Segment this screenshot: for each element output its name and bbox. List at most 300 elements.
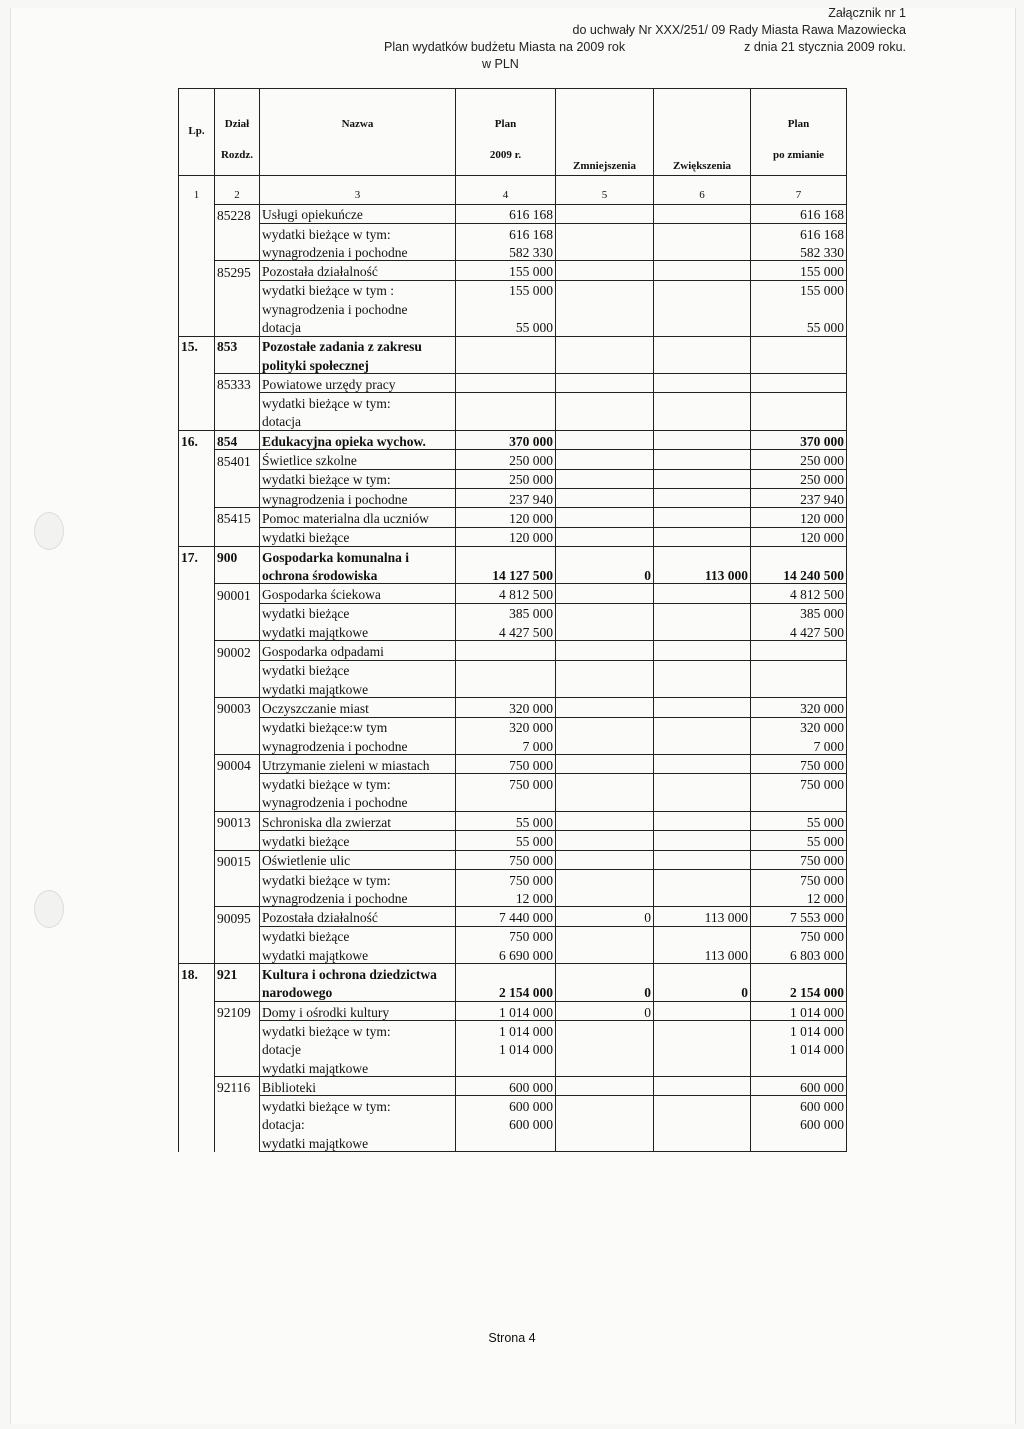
row-plan-cell: 120 000	[456, 508, 556, 527]
row-lp-cell	[179, 565, 215, 584]
row-zwiekszenia-cell	[654, 450, 751, 469]
row-lp-cell: 17.	[179, 546, 215, 565]
row-zwiekszenia-cell: 113 000	[654, 907, 751, 926]
row-lp-cell	[179, 983, 215, 1002]
row-name-cell: Domy i ośrodki kultury	[260, 1001, 456, 1020]
row-zwiekszenia-cell: 113 000	[654, 565, 751, 584]
header-plan-year: 2009 r.	[489, 149, 522, 162]
row-lp-cell	[179, 280, 215, 299]
row-plan-cell: 616 168	[456, 223, 556, 242]
row-name-cell: wydatki bieżące w tym:	[260, 223, 456, 242]
row-zmniejszenia-cell: 0	[556, 565, 654, 584]
row-code-cell	[215, 355, 260, 374]
row-lp-cell	[179, 412, 215, 431]
row-code-cell	[215, 622, 260, 641]
column-number-row	[179, 176, 847, 205]
row-code-cell	[215, 1058, 260, 1077]
row-lp-cell	[179, 755, 215, 774]
row-zwiekszenia-cell: 113 000	[654, 945, 751, 964]
row-plan-cell	[456, 1133, 556, 1152]
row-po-zmianie-cell: 385 000	[751, 603, 847, 622]
row-zmniejszenia-cell	[556, 831, 654, 850]
row-zmniejszenia-cell	[556, 204, 654, 223]
table-row	[179, 945, 847, 964]
row-po-zmianie-cell: 616 168	[751, 204, 847, 223]
row-lp-cell	[179, 603, 215, 622]
row-code-cell	[215, 603, 260, 622]
row-po-zmianie-cell	[751, 1058, 847, 1077]
row-zwiekszenia-cell	[654, 1040, 751, 1058]
table-row	[179, 812, 847, 831]
row-code-cell: 90003	[215, 698, 260, 717]
row-zmniejszenia-cell	[556, 488, 654, 507]
row-lp-cell	[179, 450, 215, 469]
row-zwiekszenia-cell	[654, 831, 751, 850]
row-po-zmianie-cell	[751, 679, 847, 698]
row-plan-cell	[456, 1058, 556, 1077]
row-zmniejszenia-cell	[556, 469, 654, 488]
header-zwiekszenia: Zwiększenia	[654, 89, 751, 176]
row-zmniejszenia-cell	[556, 1077, 654, 1096]
row-plan-cell	[456, 679, 556, 698]
row-code-cell: 90002	[215, 641, 260, 660]
row-name-cell: wydatki bieżące w tym:	[260, 1021, 456, 1040]
row-name-cell: wynagrodzenia i pochodne	[260, 793, 456, 812]
row-lp-cell	[179, 717, 215, 736]
attachment-label: Załącznik nr 1	[828, 6, 906, 20]
row-plan-cell	[456, 393, 556, 412]
row-plan-cell	[456, 660, 556, 679]
row-name-cell: wydatki bieżące	[260, 603, 456, 622]
row-code-cell	[215, 926, 260, 945]
row-zmniejszenia-cell: 0	[556, 907, 654, 926]
row-po-zmianie-cell	[751, 964, 847, 983]
table-row	[179, 831, 847, 850]
header-po-zmianie-label: po zmianie	[772, 149, 825, 162]
row-code-cell: 85401	[215, 450, 260, 469]
row-zmniejszenia-cell	[556, 698, 654, 717]
row-lp-cell	[179, 204, 215, 223]
row-name-cell: wydatki bieżące	[260, 831, 456, 850]
row-zmniejszenia-cell	[556, 393, 654, 412]
table-row	[179, 1001, 847, 1020]
table-row	[179, 546, 847, 565]
table-header-row	[179, 89, 847, 176]
row-name-cell: wydatki majątkowe	[260, 679, 456, 698]
row-code-cell	[215, 1021, 260, 1040]
row-code-cell	[215, 393, 260, 412]
row-name-cell: Pozostała działalność	[260, 261, 456, 280]
row-po-zmianie-cell: 600 000	[751, 1096, 847, 1115]
row-po-zmianie-cell: 4 812 500	[751, 584, 847, 603]
table-row	[179, 508, 847, 527]
row-plan-cell: 582 330	[456, 242, 556, 261]
row-po-zmianie-cell: 250 000	[751, 450, 847, 469]
row-name-cell: dotacja:	[260, 1115, 456, 1133]
row-lp-cell: 15.	[179, 336, 215, 355]
row-lp-cell	[179, 508, 215, 527]
row-zmniejszenia-cell	[556, 299, 654, 317]
row-zwiekszenia-cell	[654, 869, 751, 888]
row-zmniejszenia-cell	[556, 223, 654, 242]
row-plan-cell: 600 000	[456, 1096, 556, 1115]
row-plan-cell: 750 000	[456, 850, 556, 869]
row-plan-cell: 1 014 000	[456, 1040, 556, 1058]
row-zwiekszenia-cell: 0	[654, 983, 751, 1002]
table-row	[179, 1040, 847, 1058]
row-po-zmianie-cell: 1 014 000	[751, 1001, 847, 1020]
row-plan-cell: 155 000	[456, 261, 556, 280]
row-po-zmianie-cell: 14 240 500	[751, 565, 847, 584]
resolution-line: do uchwały Nr XXX/251/ 09 Rady Miasta Rawa Mazowiecka	[572, 23, 906, 37]
table-row	[179, 793, 847, 812]
row-plan-cell: 750 000	[456, 869, 556, 888]
row-name-cell: Schroniska dla zwierzat	[260, 812, 456, 831]
row-po-zmianie-cell: 600 000	[751, 1115, 847, 1133]
row-name-cell: wynagrodzenia i pochodne	[260, 242, 456, 261]
col-number: 3	[260, 176, 456, 205]
row-code-cell: 90004	[215, 755, 260, 774]
row-zmniejszenia-cell	[556, 1096, 654, 1115]
row-code-cell	[215, 888, 260, 907]
row-po-zmianie-cell	[751, 393, 847, 412]
row-name-cell: Kultura i ochrona dziedzictwa	[260, 964, 456, 983]
row-lp-cell	[179, 317, 215, 336]
row-lp-cell	[179, 774, 215, 793]
row-name-cell: Powiatowe urzędy pracy	[260, 374, 456, 393]
row-code-cell: 900	[215, 546, 260, 565]
table-row	[179, 641, 847, 660]
row-zmniejszenia-cell: 0	[556, 983, 654, 1002]
row-name-cell: polityki społecznej	[260, 355, 456, 374]
row-code-cell	[215, 869, 260, 888]
row-zmniejszenia-cell	[556, 774, 654, 793]
row-lp-cell	[179, 698, 215, 717]
row-po-zmianie-cell: 750 000	[751, 869, 847, 888]
row-zwiekszenia-cell	[654, 850, 751, 869]
row-lp-cell	[179, 393, 215, 412]
row-plan-cell: 385 000	[456, 603, 556, 622]
row-po-zmianie-cell: 2 154 000	[751, 983, 847, 1002]
row-name-cell: Świetlice szkolne	[260, 450, 456, 469]
row-name-cell: wydatki majątkowe	[260, 1058, 456, 1077]
row-po-zmianie-cell	[751, 660, 847, 679]
row-zmniejszenia-cell	[556, 660, 654, 679]
table-row	[179, 242, 847, 261]
row-zwiekszenia-cell	[654, 355, 751, 374]
row-po-zmianie-cell: 750 000	[751, 850, 847, 869]
row-zwiekszenia-cell	[654, 793, 751, 812]
row-zwiekszenia-cell	[654, 1001, 751, 1020]
row-zmniejszenia-cell	[556, 755, 654, 774]
row-lp-cell	[179, 355, 215, 374]
row-zwiekszenia-cell	[654, 1058, 751, 1077]
row-plan-cell: 616 168	[456, 204, 556, 223]
row-code-cell: 85228	[215, 204, 260, 223]
row-po-zmianie-cell	[751, 793, 847, 812]
row-plan-cell: 4 812 500	[456, 584, 556, 603]
row-name-cell: wydatki bieżące	[260, 660, 456, 679]
row-code-cell	[215, 469, 260, 488]
table-row	[179, 488, 847, 507]
table-row	[179, 850, 847, 869]
row-zmniejszenia-cell	[556, 850, 654, 869]
table-row	[179, 698, 847, 717]
header-plan-label: Plan	[494, 118, 517, 130]
row-lp-cell	[179, 736, 215, 755]
row-lp-cell	[179, 374, 215, 393]
row-name-cell: Pomoc materialna dla uczniów	[260, 508, 456, 527]
row-plan-cell: 370 000	[456, 431, 556, 450]
row-lp-cell	[179, 261, 215, 280]
row-name-cell: dotacja	[260, 317, 456, 336]
table-row	[179, 565, 847, 584]
row-code-cell: 90001	[215, 584, 260, 603]
row-lp-cell	[179, 299, 215, 317]
row-lp-cell	[179, 641, 215, 660]
row-zwiekszenia-cell	[654, 926, 751, 945]
row-plan-cell: 7 000	[456, 736, 556, 755]
row-zmniejszenia-cell	[556, 812, 654, 831]
row-zmniejszenia-cell	[556, 945, 654, 964]
row-zmniejszenia-cell	[556, 641, 654, 660]
row-plan-cell: 12 000	[456, 888, 556, 907]
budget-table-body	[179, 89, 847, 1152]
row-plan-cell	[456, 546, 556, 565]
punch-hole-bottom	[34, 890, 64, 928]
row-lp-cell	[179, 1133, 215, 1152]
row-po-zmianie-cell	[751, 546, 847, 565]
row-code-cell	[215, 1133, 260, 1152]
row-po-zmianie-cell: 55 000	[751, 317, 847, 336]
row-po-zmianie-cell	[751, 355, 847, 374]
header-plan2-label: Plan	[787, 118, 810, 130]
row-code-cell	[215, 1040, 260, 1058]
row-zmniejszenia-cell: 0	[556, 1001, 654, 1020]
row-name-cell: Usługi opiekuńcze	[260, 204, 456, 223]
row-name-cell: wydatki majątkowe	[260, 1133, 456, 1152]
row-plan-cell: 320 000	[456, 717, 556, 736]
table-row	[179, 660, 847, 679]
header-nazwa: Nazwa	[260, 89, 456, 176]
row-zmniejszenia-cell	[556, 869, 654, 888]
row-name-cell: Edukacyjna opieka wychow.	[260, 431, 456, 450]
row-zwiekszenia-cell	[654, 660, 751, 679]
row-code-cell	[215, 1096, 260, 1115]
row-lp-cell	[179, 679, 215, 698]
row-zmniejszenia-cell	[556, 546, 654, 565]
row-lp-cell	[179, 869, 215, 888]
row-po-zmianie-cell: 320 000	[751, 698, 847, 717]
row-name-cell: Utrzymanie zieleni w miastach	[260, 755, 456, 774]
row-name-cell: Gospodarka odpadami	[260, 641, 456, 660]
row-zmniejszenia-cell	[556, 622, 654, 641]
row-zmniejszenia-cell	[556, 717, 654, 736]
punch-hole-top	[34, 512, 64, 550]
row-plan-cell: 120 000	[456, 527, 556, 546]
row-po-zmianie-cell: 1 014 000	[751, 1040, 847, 1058]
row-lp-cell	[179, 527, 215, 546]
row-name-cell: wydatki bieżące:w tym	[260, 717, 456, 736]
row-lp-cell	[179, 793, 215, 812]
row-code-cell	[215, 412, 260, 431]
row-plan-cell: 14 127 500	[456, 565, 556, 584]
row-lp-cell	[179, 223, 215, 242]
table-row	[179, 869, 847, 888]
table-row	[179, 717, 847, 736]
row-plan-cell: 320 000	[456, 698, 556, 717]
currency-unit: w PLN	[482, 57, 519, 71]
row-code-cell	[215, 488, 260, 507]
row-code-cell	[215, 317, 260, 336]
header-plan	[456, 89, 556, 176]
row-po-zmianie-cell: 1 014 000	[751, 1021, 847, 1040]
row-plan-cell: 55 000	[456, 812, 556, 831]
row-zmniejszenia-cell	[556, 1058, 654, 1077]
row-zwiekszenia-cell	[654, 204, 751, 223]
row-zmniejszenia-cell	[556, 603, 654, 622]
row-name-cell: wydatki bieżące w tym:	[260, 469, 456, 488]
row-po-zmianie-cell: 120 000	[751, 527, 847, 546]
row-lp-cell	[179, 888, 215, 907]
row-code-cell: 90095	[215, 907, 260, 926]
row-po-zmianie-cell: 320 000	[751, 717, 847, 736]
row-po-zmianie-cell: 7 000	[751, 736, 847, 755]
row-lp-cell	[179, 812, 215, 831]
row-code-cell	[215, 280, 260, 299]
header-dzial	[215, 89, 260, 176]
row-zwiekszenia-cell	[654, 412, 751, 431]
row-po-zmianie-cell: 12 000	[751, 888, 847, 907]
row-lp-cell: 18.	[179, 964, 215, 983]
resolution-date: z dnia 21 stycznia 2009 roku.	[744, 40, 906, 54]
row-plan-cell	[456, 793, 556, 812]
row-zwiekszenia-cell	[654, 736, 751, 755]
row-zwiekszenia-cell	[654, 242, 751, 261]
row-name-cell: dotacja	[260, 412, 456, 431]
row-lp-cell: 16.	[179, 431, 215, 450]
row-zwiekszenia-cell	[654, 223, 751, 242]
row-name-cell: wydatki majątkowe	[260, 622, 456, 641]
row-zwiekszenia-cell	[654, 336, 751, 355]
row-plan-cell	[456, 374, 556, 393]
row-zmniejszenia-cell	[556, 431, 654, 450]
table-row	[179, 736, 847, 755]
row-zwiekszenia-cell	[654, 299, 751, 317]
row-zmniejszenia-cell	[556, 926, 654, 945]
table-row	[179, 261, 847, 280]
row-code-cell	[215, 945, 260, 964]
header-rozdz-label: Rozdz.	[220, 149, 254, 162]
row-lp-cell	[179, 242, 215, 261]
row-zwiekszenia-cell	[654, 717, 751, 736]
table-row	[179, 527, 847, 546]
table-row	[179, 926, 847, 945]
row-plan-cell: 250 000	[456, 450, 556, 469]
row-lp-cell	[179, 488, 215, 507]
table-row	[179, 1133, 847, 1152]
row-lp-cell	[179, 1001, 215, 1020]
row-zwiekszenia-cell	[654, 1133, 751, 1152]
table-row	[179, 450, 847, 469]
col-number: 2	[215, 176, 260, 205]
row-zwiekszenia-cell	[654, 679, 751, 698]
row-po-zmianie-cell: 370 000	[751, 431, 847, 450]
row-zwiekszenia-cell	[654, 488, 751, 507]
row-po-zmianie-cell: 750 000	[751, 926, 847, 945]
row-plan-cell	[456, 336, 556, 355]
row-po-zmianie-cell: 55 000	[751, 831, 847, 850]
row-zwiekszenia-cell	[654, 280, 751, 299]
row-zmniejszenia-cell	[556, 888, 654, 907]
row-code-cell	[215, 774, 260, 793]
row-name-cell: wydatki bieżące w tym:	[260, 869, 456, 888]
table-row	[179, 299, 847, 317]
row-plan-cell: 750 000	[456, 774, 556, 793]
row-name-cell: ochrona środowiska	[260, 565, 456, 584]
row-zwiekszenia-cell	[654, 774, 751, 793]
row-plan-cell: 6 690 000	[456, 945, 556, 964]
row-lp-cell	[179, 469, 215, 488]
table-row	[179, 622, 847, 641]
row-name-cell: dotacje	[260, 1040, 456, 1058]
row-po-zmianie-cell: 7 553 000	[751, 907, 847, 926]
row-plan-cell: 1 014 000	[456, 1001, 556, 1020]
row-zwiekszenia-cell	[654, 755, 751, 774]
row-po-zmianie-cell	[751, 336, 847, 355]
row-zmniejszenia-cell	[556, 1040, 654, 1058]
row-name-cell: Biblioteki	[260, 1077, 456, 1096]
row-name-cell: Pozostałe zadania z zakresu	[260, 336, 456, 355]
row-code-cell: 853	[215, 336, 260, 355]
table-row	[179, 469, 847, 488]
row-zmniejszenia-cell	[556, 374, 654, 393]
row-po-zmianie-cell	[751, 412, 847, 431]
row-zwiekszenia-cell	[654, 1096, 751, 1115]
row-po-zmianie-cell	[751, 299, 847, 317]
row-plan-cell	[456, 355, 556, 374]
row-plan-cell: 7 440 000	[456, 907, 556, 926]
row-zwiekszenia-cell	[654, 527, 751, 546]
row-zwiekszenia-cell	[654, 374, 751, 393]
table-row	[179, 964, 847, 983]
row-zwiekszenia-cell	[654, 1021, 751, 1040]
row-zwiekszenia-cell	[654, 317, 751, 336]
table-row	[179, 1115, 847, 1133]
row-plan-cell: 600 000	[456, 1077, 556, 1096]
row-lp-cell	[179, 926, 215, 945]
table-row	[179, 431, 847, 450]
row-zmniejszenia-cell	[556, 280, 654, 299]
row-lp-cell	[179, 660, 215, 679]
row-name-cell: wydatki bieżące w tym:	[260, 774, 456, 793]
row-code-cell: 85295	[215, 261, 260, 280]
row-plan-cell	[456, 299, 556, 317]
row-lp-cell	[179, 831, 215, 850]
row-zmniejszenia-cell	[556, 261, 654, 280]
row-po-zmianie-cell: 4 427 500	[751, 622, 847, 641]
row-code-cell	[215, 527, 260, 546]
table-row	[179, 355, 847, 374]
row-code-cell	[215, 223, 260, 242]
row-zwiekszenia-cell	[654, 393, 751, 412]
row-plan-cell	[456, 641, 556, 660]
table-row	[179, 679, 847, 698]
row-lp-cell	[179, 1096, 215, 1115]
row-zwiekszenia-cell	[654, 622, 751, 641]
row-po-zmianie-cell: 750 000	[751, 774, 847, 793]
row-plan-cell: 55 000	[456, 317, 556, 336]
